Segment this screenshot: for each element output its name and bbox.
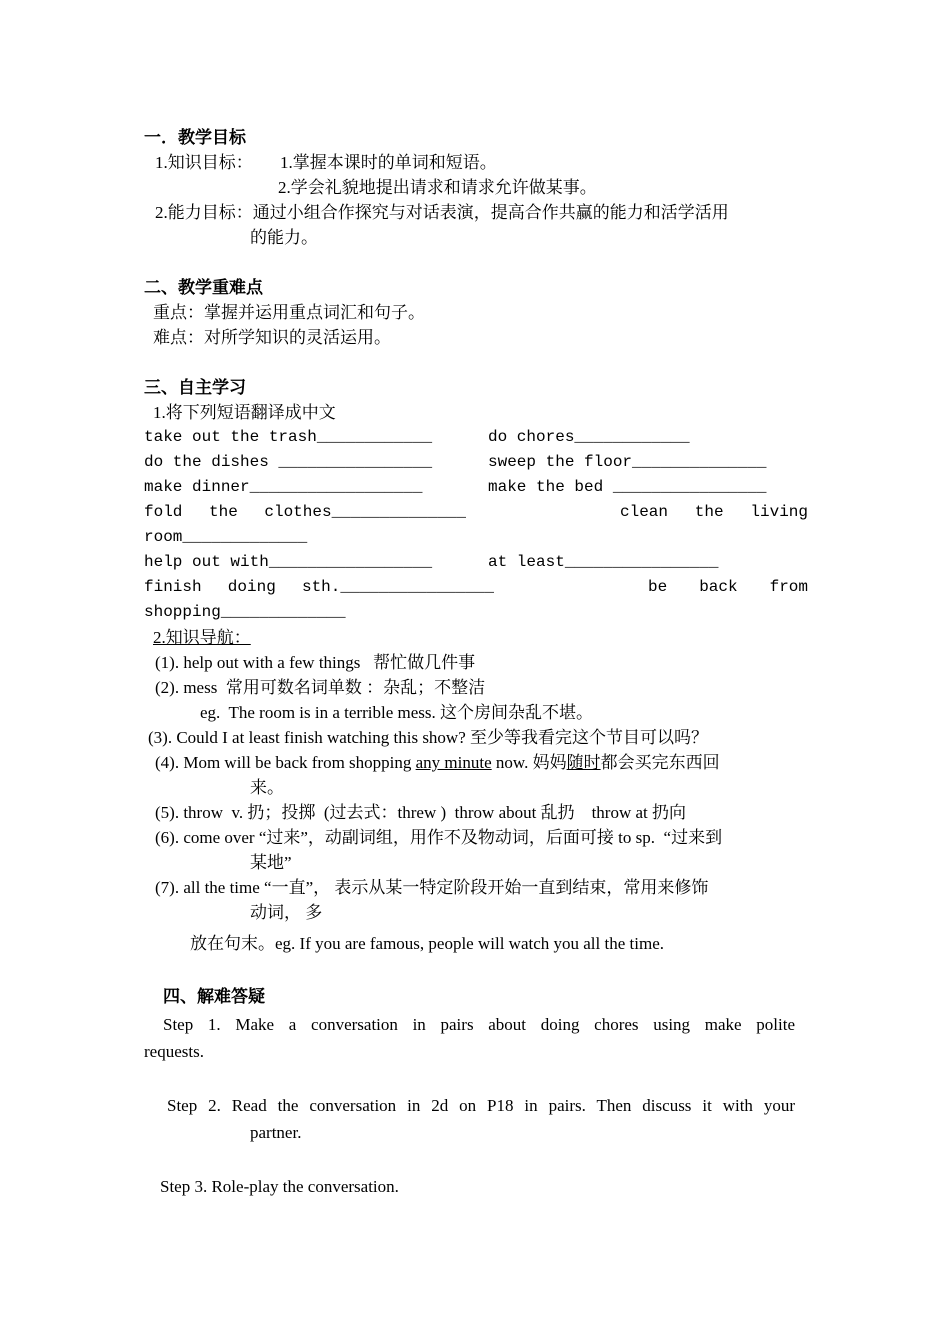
- note-7-cont: 动词， 多: [250, 903, 323, 922]
- note-4-underlined-phrase: any minute: [415, 753, 492, 772]
- phrase-item: do chores____________: [488, 428, 690, 446]
- phrase-item: do the dishes ________________: [144, 453, 433, 471]
- phrase-item: be back from: [648, 578, 808, 596]
- step-2-cont: partner.: [250, 1123, 302, 1142]
- note-2: (2). mess 常用可数名词单数 ：杂乱；不整洁: [155, 678, 486, 697]
- ability-goal: 2.能力目标：通过小组合作探究与对话表演，提高合作共赢的能力和活学活用: [155, 203, 729, 222]
- ability-goal-cont: 的能力。: [250, 228, 318, 247]
- step-2: Step 2. Read the conversation in 2d on P18 in pairs. Then discuss it with your: [167, 1096, 795, 1115]
- knowledge-goal-label: 1.知识目标：: [155, 153, 253, 172]
- section-1-heading: 一．教学目标: [144, 128, 246, 147]
- difficult-point: 难点：对所学知识的灵活运用。: [153, 328, 391, 347]
- note-4: [155, 750, 720, 775]
- note-4-text: 都会买完东西回: [600, 753, 720, 772]
- note-7-example: 放在句末。eg. If you are famous, people will watch you all the time.: [190, 934, 664, 953]
- note-6: (6). come over “过来”，动副词组，用作不及物动词，后面可接 to sp. “过来到: [155, 828, 723, 847]
- knowledge-goal-1: 1.掌握本课时的单词和短语。: [280, 153, 497, 172]
- step-1: Step 1. Make a conversation in pairs about doing chores using make polite: [163, 1015, 795, 1034]
- phrase-item: at least________________: [488, 553, 719, 571]
- step-1-cont: requests.: [144, 1042, 204, 1061]
- note-1: (1). help out with a few things 帮忙做几件事: [155, 653, 476, 672]
- phrase-item: help out with_________________: [144, 553, 433, 571]
- section-3-heading: 三、自主学习: [144, 378, 246, 397]
- phrase-item-cont: shopping_____________: [144, 603, 346, 621]
- phrase-item: make dinner__________________: [144, 478, 423, 496]
- note-2-example: eg. The room is in a terrible mess. 这个房间杂乱不堪。: [200, 703, 593, 722]
- phrase-item: take out the trash____________: [144, 428, 433, 446]
- phrase-item: sweep the floor______________: [488, 453, 767, 471]
- note-6-cont: 某地”: [250, 853, 292, 872]
- note-4-text: now. 妈妈: [491, 753, 567, 772]
- note-4-underlined-word: 随时: [566, 753, 601, 772]
- section-4-heading: 四、解难答疑: [163, 987, 265, 1006]
- phrase-item: finish doing sth.________________: [144, 578, 494, 596]
- knowledge-nav-heading: 2.知识导航：: [153, 628, 251, 647]
- section-2-heading: 二、教学重难点: [144, 278, 263, 297]
- translation-task: 1.将下列短语翻译成中文: [153, 403, 336, 422]
- phrase-item: clean the living: [620, 503, 808, 521]
- note-3: (3). Could I at least finish watching this show? 至少等我看完这个节目可以吗？: [148, 728, 709, 747]
- note-7: (7). all the time “一直”， 表示从某一特定阶段开始一直到结束，常用来修饰: [155, 878, 709, 897]
- note-5: (5). throw v. 扔；投掷 (过去式：threw ) throw about 乱扔 throw at 扔向: [155, 803, 687, 822]
- phrase-item: fold the clothes______________: [144, 503, 466, 521]
- note-4-text: (4). Mom will be back from shopping: [155, 753, 416, 772]
- phrase-item-cont: room_____________: [144, 528, 308, 546]
- step-3: Step 3. Role-play the conversation.: [160, 1177, 399, 1196]
- note-4-cont: 来。: [250, 778, 284, 797]
- knowledge-goal-2: 2.学会礼貌地提出请求和请求允许做某事。: [278, 178, 597, 197]
- phrase-item: make the bed ________________: [488, 478, 767, 496]
- key-point: 重点：掌握并运用重点词汇和句子。: [153, 303, 425, 322]
